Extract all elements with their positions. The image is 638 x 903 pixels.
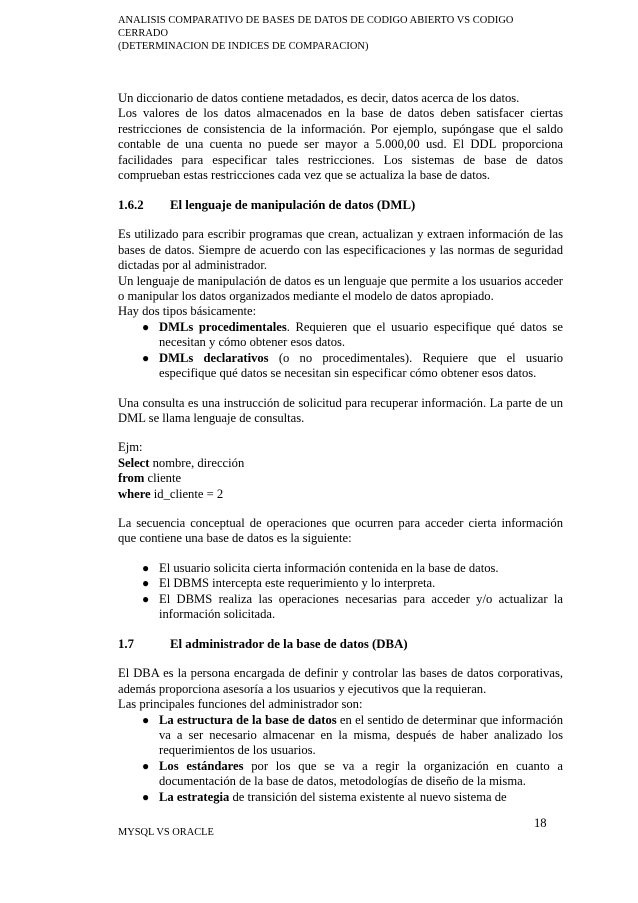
list-item: ● DMLs declarativos (o no procedimentales). Requiere que el usuario especifique qué datos se necesitan sin especificar cómo obtener esos datos. (142, 350, 563, 381)
bullet-icon: ● (142, 319, 150, 334)
bullet-icon: ● (142, 789, 150, 804)
header-line-1: ANALISIS COMPARATIVO DE BASES DE DATOS DE CODIGO ABIERTO VS CODIGO CERRADO (118, 15, 514, 39)
dml-types-list (118, 320, 563, 382)
dml-paragraph-2: Un lenguaje de manipulación de datos es un lenguaje que permite a los usuarios acceder o manipular los datos organizados mediante el modelo de datos apropiado. (118, 273, 563, 304)
running-header (118, 14, 563, 53)
running-footer: MYSQL VS ORACLE (118, 827, 214, 838)
list-item: ● El usuario solicita cierta información contenida en la base de datos. (142, 560, 499, 575)
dba-paragraph-2: Las principales funciones del administrador son: (118, 697, 363, 712)
dml-paragraph-1: Es utilizado para escribir programas que crean, actualizan y extraen información de las bases de datos. Siempre de acuerdo con las especificaciones y las normas de seguridad dictadas por al administrador. (118, 227, 563, 273)
code-line: Select nombre, dirección (118, 455, 245, 470)
bullet-icon: ● (142, 758, 150, 773)
page-number: 18 (534, 816, 547, 830)
query-paragraph: Una consulta es una instrucción de solicitud para recuperar información. La parte de un DML se llama lenguaje de consultas. (118, 395, 563, 425)
list-item: ● La estrategia de transición del sistema existente al nuevo sistema de (142, 789, 507, 804)
sequence-paragraph: La secuencia conceptual de operaciones que ocurren para acceder cierta información que contiene una base de datos es la siguiente: (118, 515, 563, 546)
list-item: ● Los estándares por los que se va a regir la organización en cuanto a documentación de la base de datos, metodologías de diseño de la misma. (142, 758, 563, 789)
list-item: ● DMLs procedimentales. Requieren que el usuario especifique qué datos se necesitan y cómo obtener esos datos. (142, 319, 563, 350)
section-number: 1.6.2 (118, 198, 144, 213)
bullet-icon: ● (142, 591, 150, 606)
sequence-steps-list (118, 561, 563, 623)
sql-example (118, 440, 563, 502)
list-item: ● La estructura de la base de datos en el sentido de determinar que información va a ser necesario almacenar en la misma, después de haber analizado los requerimientos de los usuarios. (142, 712, 563, 758)
section-heading-dba (118, 636, 563, 652)
bullet-icon: ● (142, 712, 150, 727)
dml-paragraph-3: Hay dos tipos básicamente: (118, 304, 257, 319)
document-body (118, 91, 563, 805)
example-label: Ejm: (118, 440, 143, 455)
intro-paragraph-1: Un diccionario de datos contiene metadados, es decir, datos acerca de los datos. (118, 91, 520, 105)
section-title: El administrador de la base de datos (DBA) (170, 637, 408, 652)
dba-functions-list (118, 713, 563, 805)
code-line: from cliente (118, 471, 182, 486)
intro-paragraph-2: Los valores de los datos almacenados en la base de datos deben satisfacer ciertas restricciones de consistencia de la información. Por ejemplo, supóngase que el saldo contable de una cuenta no puede ser mayor a 5.000,00 usd. El DDL proporciona facilidades para especificar tales restricciones. Los sistemas de base de datos comprueban estas restricciones cada vez que se actualiza la base de datos. (118, 106, 563, 183)
list-item: ● El DBMS intercepta este requerimiento y lo interpreta. (142, 576, 436, 591)
code-line: where id_cliente = 2 (118, 486, 224, 501)
bullet-icon: ● (142, 576, 150, 591)
section-number: 1.7 (118, 637, 134, 652)
bullet-icon: ● (142, 560, 150, 575)
section-heading-dml (118, 197, 563, 213)
bullet-icon: ● (142, 350, 150, 365)
dba-paragraph-1: El DBA es la persona encargada de definir y controlar las bases de datos corporativas, además proporciona asesoría a los usuarios y ejecutivos que la requieran. (118, 666, 563, 696)
list-item: ● El DBMS realiza las operaciones necesarias para acceder y/o actualizar la información solicitada. (142, 591, 563, 621)
header-line-2: (DETERMINACION DE INDICES DE COMPARACION) (118, 41, 369, 52)
section-title: El lenguaje de manipulación de datos (DML) (170, 198, 416, 213)
